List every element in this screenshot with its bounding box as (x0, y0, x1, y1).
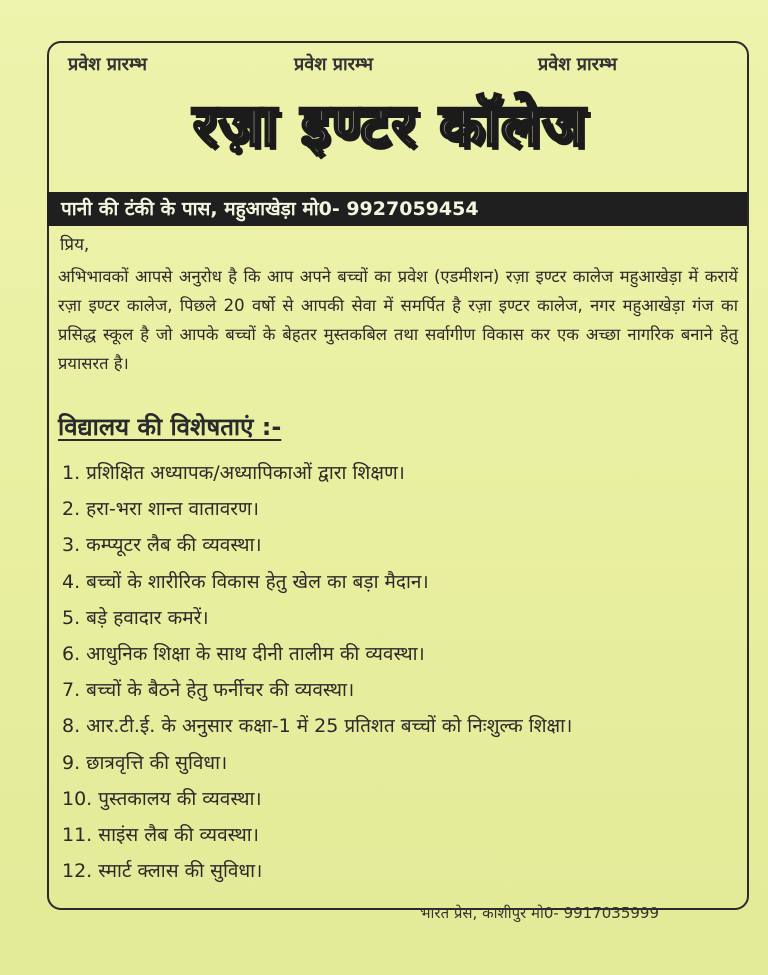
feature-item: 4. बच्चों के शारीरिक विकास हेतु खेल का बड़ा मैदान। (62, 570, 429, 593)
feature-item: 1. प्रशिक्षित अध्यापक/अध्यापिकाओं द्वारा शिक्षण। (62, 462, 405, 484)
feature-item: 5. बड़े हवादार कमरें। (62, 606, 209, 629)
features-heading: विद्यालय की विशेषताएं :- (58, 413, 282, 441)
feature-item: 2. हरा-भरा शान्त वातावरण। (62, 498, 259, 521)
greeting: प्रिय, (60, 235, 90, 255)
admission-open-label-3: प्रवेश प्रारम्भ (538, 54, 618, 75)
feature-item: 7. बच्चों के बैठने हेतु फर्नीचर की व्यवस्था। (62, 679, 355, 702)
address-bar: पानी की टंकी के पास, महुआखेड़ा मो0- 9927059454 (47, 192, 747, 226)
feature-item: 10. पुस्तकालय की व्यवस्था। (62, 787, 262, 810)
feature-item: 9. छात्रवृत्ति की सुविधा। (62, 751, 228, 774)
feature-item: 12. स्मार्ट क्लास की सुविधा। (62, 860, 263, 883)
feature-item: 3. कम्प्यूटर लैब की व्यवस्था। (62, 534, 262, 557)
admission-open-label-1: प्रवेश प्रारम्भ (68, 54, 148, 75)
college-title: रज़ा इण्टर कॉलेज (192, 91, 588, 159)
feature-item: 6. आधुनिक शिक्षा के साथ दीनी तालीम की व्यवस्था। (62, 642, 425, 665)
features-list (62, 455, 742, 889)
intro-paragraph: अभिभावकों आपसे अनुरोध है कि आप अपने बच्चों का प्रवेश (एडमीशन) रज़ा इण्टर कालेज महुआखेड़ा में करायें रज़ा इण्टर कालेज, पिछले 20 वर्षो से आपकी सेवा में समर्पित है रज़ा इण्टर कालेज, नगर महुआखेड़ा गंज का प्रसिद्ध स्कूल है जो आपके बच्चों के बेहतर मुस्तकबिल तथा सर्वागीण विकास कर एक अच्छा नागरिक बनाने हेतु प्रयासरत है। (58, 267, 738, 373)
feature-item: 11. साइंस लैब की व्यवस्था। (62, 823, 259, 846)
admission-open-label-2: प्रवेश प्रारम्भ (294, 54, 374, 75)
printer-credit: भारत प्रेस, काशीपुर मो0- 9917035999 (420, 904, 660, 922)
feature-item: 8. आर.टी.ई. के अनुसार कक्षा-1 में 25 प्रतिशत बच्चों को निःशुल्क शिक्षा। (62, 715, 573, 738)
